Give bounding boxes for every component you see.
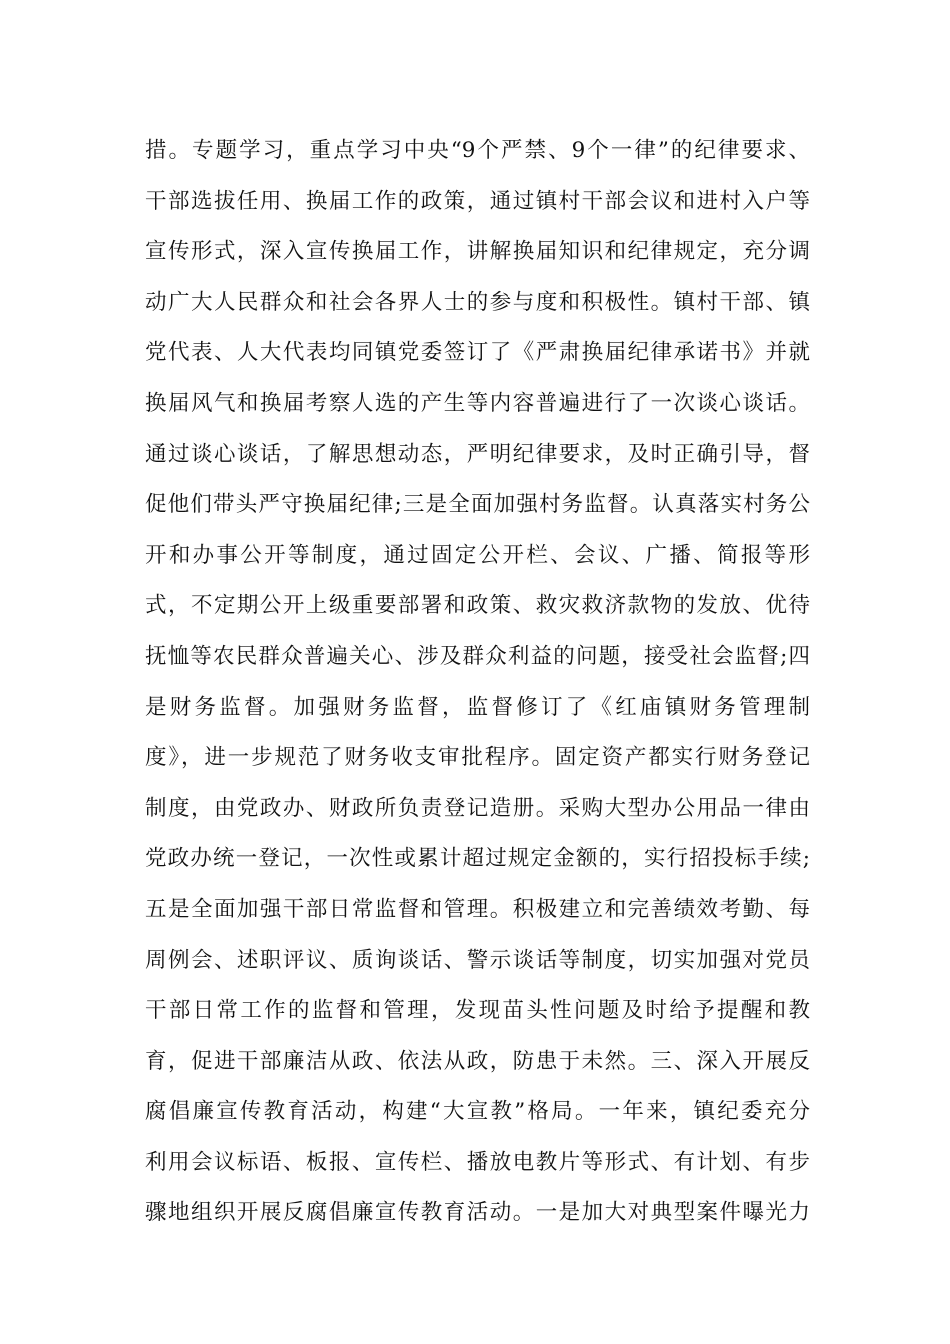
text-line: 措。专题学习，重点学习中央“9个严禁、9个一律”的纪律要求、 bbox=[145, 138, 810, 163]
text-line: 五是全面加强干部日常监督和管理。积极建立和完善绩效考勤、每 bbox=[145, 896, 810, 922]
text-line: 干部日常工作的监督和管理，发现苗头性问题及时给予提醒和教 bbox=[145, 998, 810, 1024]
text-line: 换届风气和换届考察人选的产生等内容普遍进行了一次谈心谈话。 bbox=[145, 390, 810, 416]
text-line: 开和办事公开等制度，通过固定公开栏、会议、广播、简报等形 bbox=[145, 542, 810, 568]
text-line: 腐倡廉宣传教育活动，构建“大宣教”格局。一年来，镇纪委充分 bbox=[145, 1099, 810, 1125]
text-line: 制度，由党政办、财政所负责登记造册。采购大型办公用品一律由 bbox=[145, 795, 810, 821]
text-line: 党代表、人大代表均同镇党委签订了《严肃换届纪律承诺书》并就 bbox=[145, 340, 810, 366]
text-line: 是财务监督。加强财务监督，监督修订了《红庙镇财务管理制 bbox=[145, 694, 810, 720]
text-line: 骤地组织开展反腐倡廉宣传教育活动。一是加大对典型案件曝光力 bbox=[145, 1200, 810, 1226]
text-line: 周例会、述职评议、质询谈话、警示谈话等制度，切实加强对党员 bbox=[145, 947, 810, 973]
text-line: 抚恤等农民群众普遍关心、涉及群众利益的问题，接受社会监督;四 bbox=[145, 643, 810, 669]
text-line: 党政办统一登记，一次性或累计超过规定金额的，实行招投标手续; bbox=[145, 846, 810, 872]
body-text bbox=[145, 126, 810, 1239]
text-line: 式，不定期公开上级重要部署和政策、救灾救济款物的发放、优待 bbox=[145, 593, 810, 619]
text-line: 育，促进干部廉洁从政、依法从政，防患于未然。三、深入开展反 bbox=[145, 1048, 810, 1074]
text-line: 通过谈心谈话，了解思想动态，严明纪律要求，及时正确引导，督 bbox=[145, 441, 810, 467]
text-line: 利用会议标语、板报、宣传栏、播放电教片等形式、有计划、有步 bbox=[145, 1149, 810, 1175]
text-line: 动广大人民群众和社会各界人士的参与度和积极性。镇村干部、镇 bbox=[145, 289, 810, 315]
text-line: 促他们带头严守换届纪律;三是全面加强村务监督。认真落实村务公 bbox=[145, 492, 810, 518]
text-line: 干部选拔任用、换届工作的政策，通过镇村干部会议和进村入户等 bbox=[145, 188, 810, 214]
text-line: 宣传形式，深入宣传换届工作，讲解换届知识和纪律规定，充分调 bbox=[145, 239, 810, 265]
text-line: 度》，进一步规范了财务收支审批程序。固定资产都实行财务登记 bbox=[145, 745, 810, 771]
